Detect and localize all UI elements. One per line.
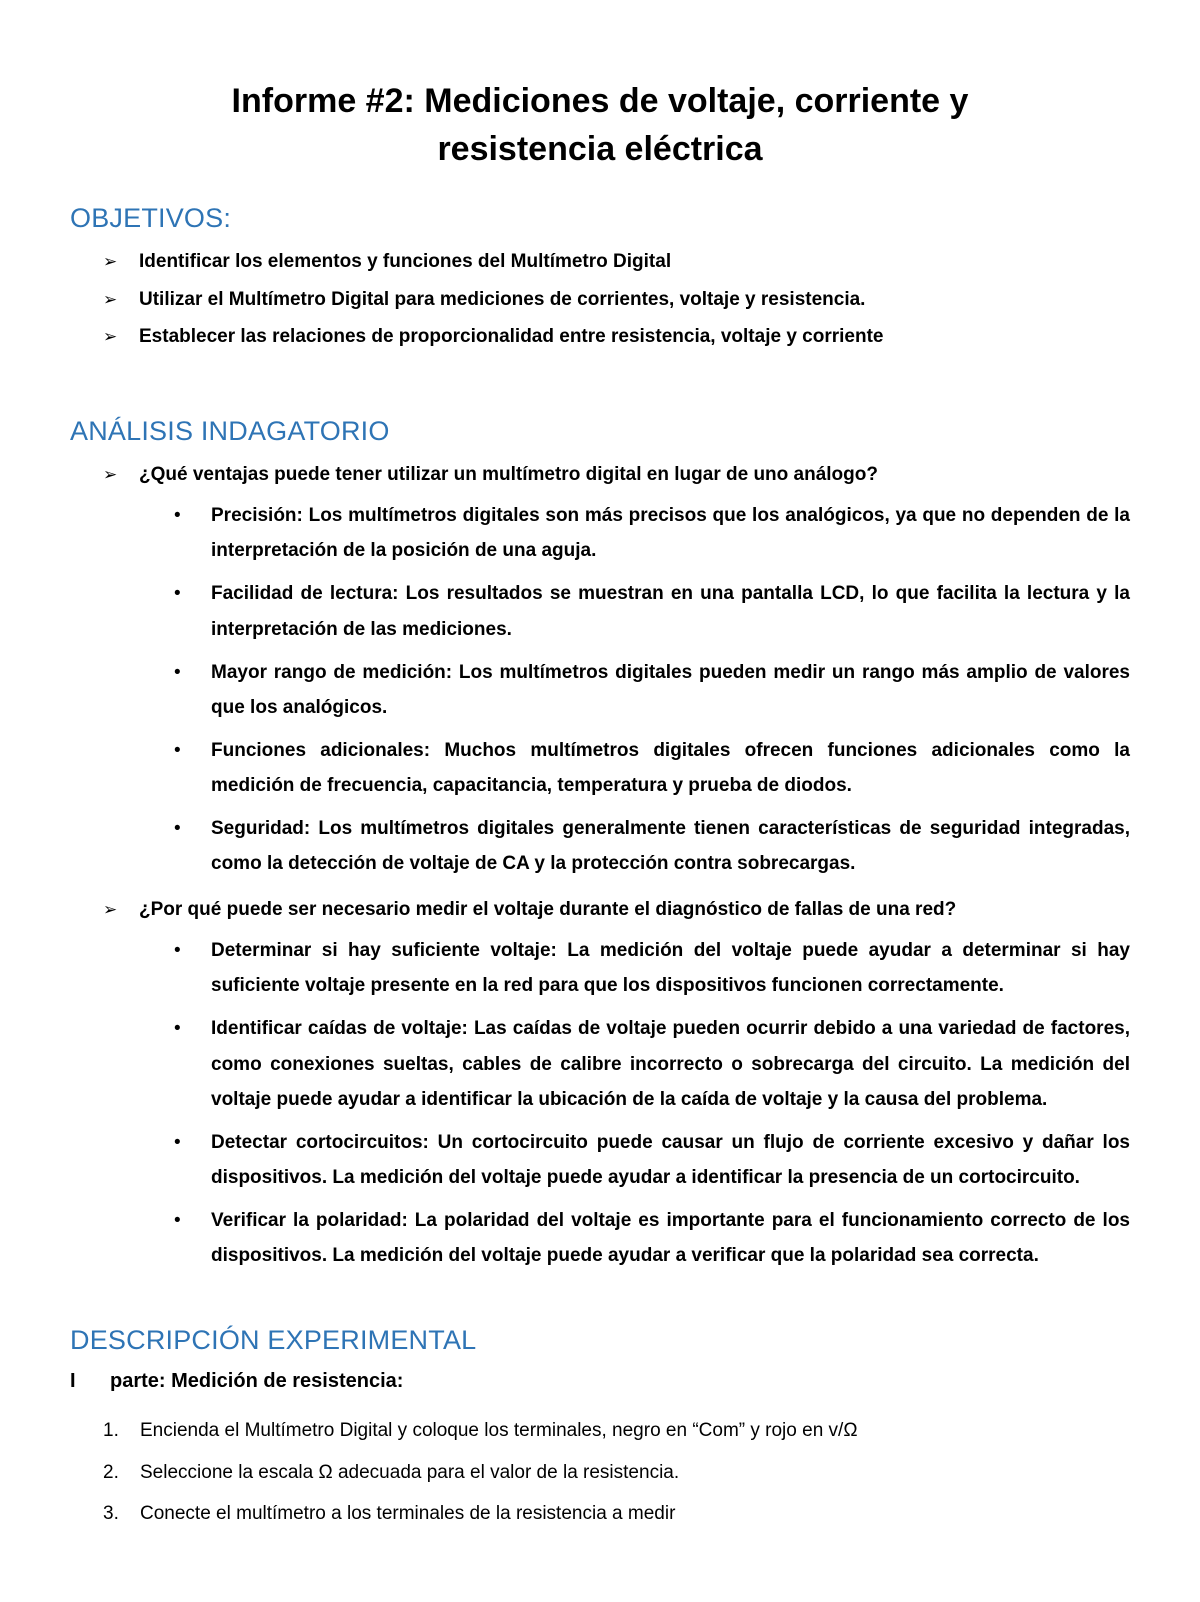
answer-item	[70, 1011, 1130, 1116]
arrow-bullet-icon: ➢	[103, 252, 118, 272]
bullet-icon: •	[174, 583, 181, 605]
step-number: 2.	[103, 1461, 119, 1483]
answer-text: Detectar cortocircuitos: Un cortocircuito puede causar un flujo de corriente excesivo y dañar los dispositivos. La medición del voltaje puede ayudar a identificar la presencia de un cortocircuito.	[211, 1131, 1130, 1188]
question-block	[70, 461, 1130, 882]
objetivo-item	[70, 323, 1130, 352]
answer-text: Mayor rango de medición: Los multímetros digitales pueden medir un rango más amplio de valores que los analógicos.	[211, 661, 1130, 718]
part-title: parte: Medición de resistencia:	[110, 1370, 404, 1393]
answer-item	[70, 655, 1130, 725]
objetivo-text: Identificar los elementos y funciones del Multímetro Digital	[139, 251, 672, 273]
objetivo-text: Establecer las relaciones de proporcionalidad entre resistencia, voltaje y corriente	[139, 326, 884, 348]
bullet-icon: •	[174, 1131, 181, 1153]
step-item	[70, 1417, 1130, 1446]
section-objetivos	[70, 203, 1130, 352]
answer-item	[70, 576, 1130, 646]
arrow-bullet-icon: ➢	[103, 899, 118, 919]
objetivo-text: Utilizar el Multímetro Digital para mediciones de corrientes, voltaje y resistencia.	[139, 288, 866, 310]
question-item	[70, 896, 1130, 925]
part-subheading	[70, 1370, 1130, 1393]
answer-text: Funciones adicionales: Muchos multímetros digitales ofrecen funciones adicionales como la medición de frecuencia, capacitancia, temperatura y prueba de diodos.	[211, 740, 1130, 797]
descripcion-heading: DESCRIPCIÓN EXPERIMENTAL	[70, 1325, 477, 1356]
objetivos-heading: OBJETIVOS:	[70, 203, 232, 234]
step-number: 3.	[103, 1503, 119, 1525]
answer-text: Identificar caídas de voltaje: Las caídas de voltaje pueden ocurrir debido a una variedad de factores, como conexiones sueltas, cables de calibre incorrecto o sobrecarga del circuito. La medición del voltaje puede ayudar a identificar la ubicación de la caída de voltaje y la causa del problema.	[211, 1018, 1130, 1110]
step-item	[70, 1500, 1130, 1529]
bullet-icon: •	[174, 505, 181, 527]
analisis-heading: ANÁLISIS INDAGATORIO	[70, 415, 390, 446]
bullet-icon: •	[174, 940, 181, 962]
answer-text: Determinar si hay suficiente voltaje: La medición del voltaje puede ayudar a determinar si hay suficiente voltaje presente en la red para que los dispositivos funcionen correctamente.	[211, 940, 1130, 997]
objetivo-item	[70, 286, 1130, 315]
document-title: Informe #2: Mediciones de voltaje, corriente y resistencia eléctrica	[231, 82, 969, 168]
bullet-icon: •	[174, 661, 181, 683]
step-item	[70, 1459, 1130, 1488]
arrow-bullet-icon: ➢	[103, 464, 118, 484]
answer-text: Precisión: Los multímetros digitales son más precisos que los analógicos, ya que no dependen de la interpretación de la posición de una aguja.	[211, 505, 1130, 562]
step-text: Seleccione la escala Ω adecuada para el valor de la resistencia.	[140, 1461, 680, 1483]
question-text: ¿Por qué puede ser necesario medir el voltaje durante el diagnóstico de fallas de una red?	[139, 898, 957, 920]
section-descripcion	[70, 1325, 1130, 1529]
answer-item	[70, 933, 1130, 1003]
bullet-icon: •	[174, 1210, 181, 1232]
answer-text: Facilidad de lectura: Los resultados se muestran en una pantalla LCD, lo que facilita la lectura y la interpretación de las mediciones.	[211, 583, 1130, 640]
answer-item	[70, 733, 1130, 803]
answer-item	[70, 811, 1130, 881]
arrow-bullet-icon: ➢	[103, 289, 118, 309]
bullet-icon: •	[174, 818, 181, 840]
arrow-bullet-icon: ➢	[103, 327, 118, 347]
answer-text: Verificar la polaridad: La polaridad del voltaje es importante para el funcionamiento correcto de los dispositivos. La medición del voltaje puede ayudar a verificar que la polaridad sea correcta.	[211, 1210, 1130, 1267]
part-number: I	[70, 1370, 76, 1393]
answer-item	[70, 1125, 1130, 1195]
answer-text: Seguridad: Los multímetros digitales generalmente tienen características de seguridad integradas, como la detección de voltaje de CA y la protección contra sobrecargas.	[211, 818, 1130, 875]
objetivo-item	[70, 248, 1130, 277]
answer-item	[70, 498, 1130, 568]
step-number: 1.	[103, 1420, 119, 1442]
step-text: Conecte el multímetro a los terminales de la resistencia a medir	[140, 1503, 676, 1525]
step-text: Encienda el Multímetro Digital y coloque los terminales, negro en “Com” y rojo en v/Ω	[140, 1420, 858, 1442]
question-text: ¿Qué ventajas puede tener utilizar un multímetro digital en lugar de uno análogo?	[139, 463, 878, 485]
section-analisis	[70, 416, 1130, 1274]
question-block	[70, 896, 1130, 1274]
bullet-icon: •	[174, 740, 181, 762]
bullet-icon: •	[174, 1018, 181, 1040]
answer-item	[70, 1203, 1130, 1273]
question-item	[70, 461, 1130, 490]
